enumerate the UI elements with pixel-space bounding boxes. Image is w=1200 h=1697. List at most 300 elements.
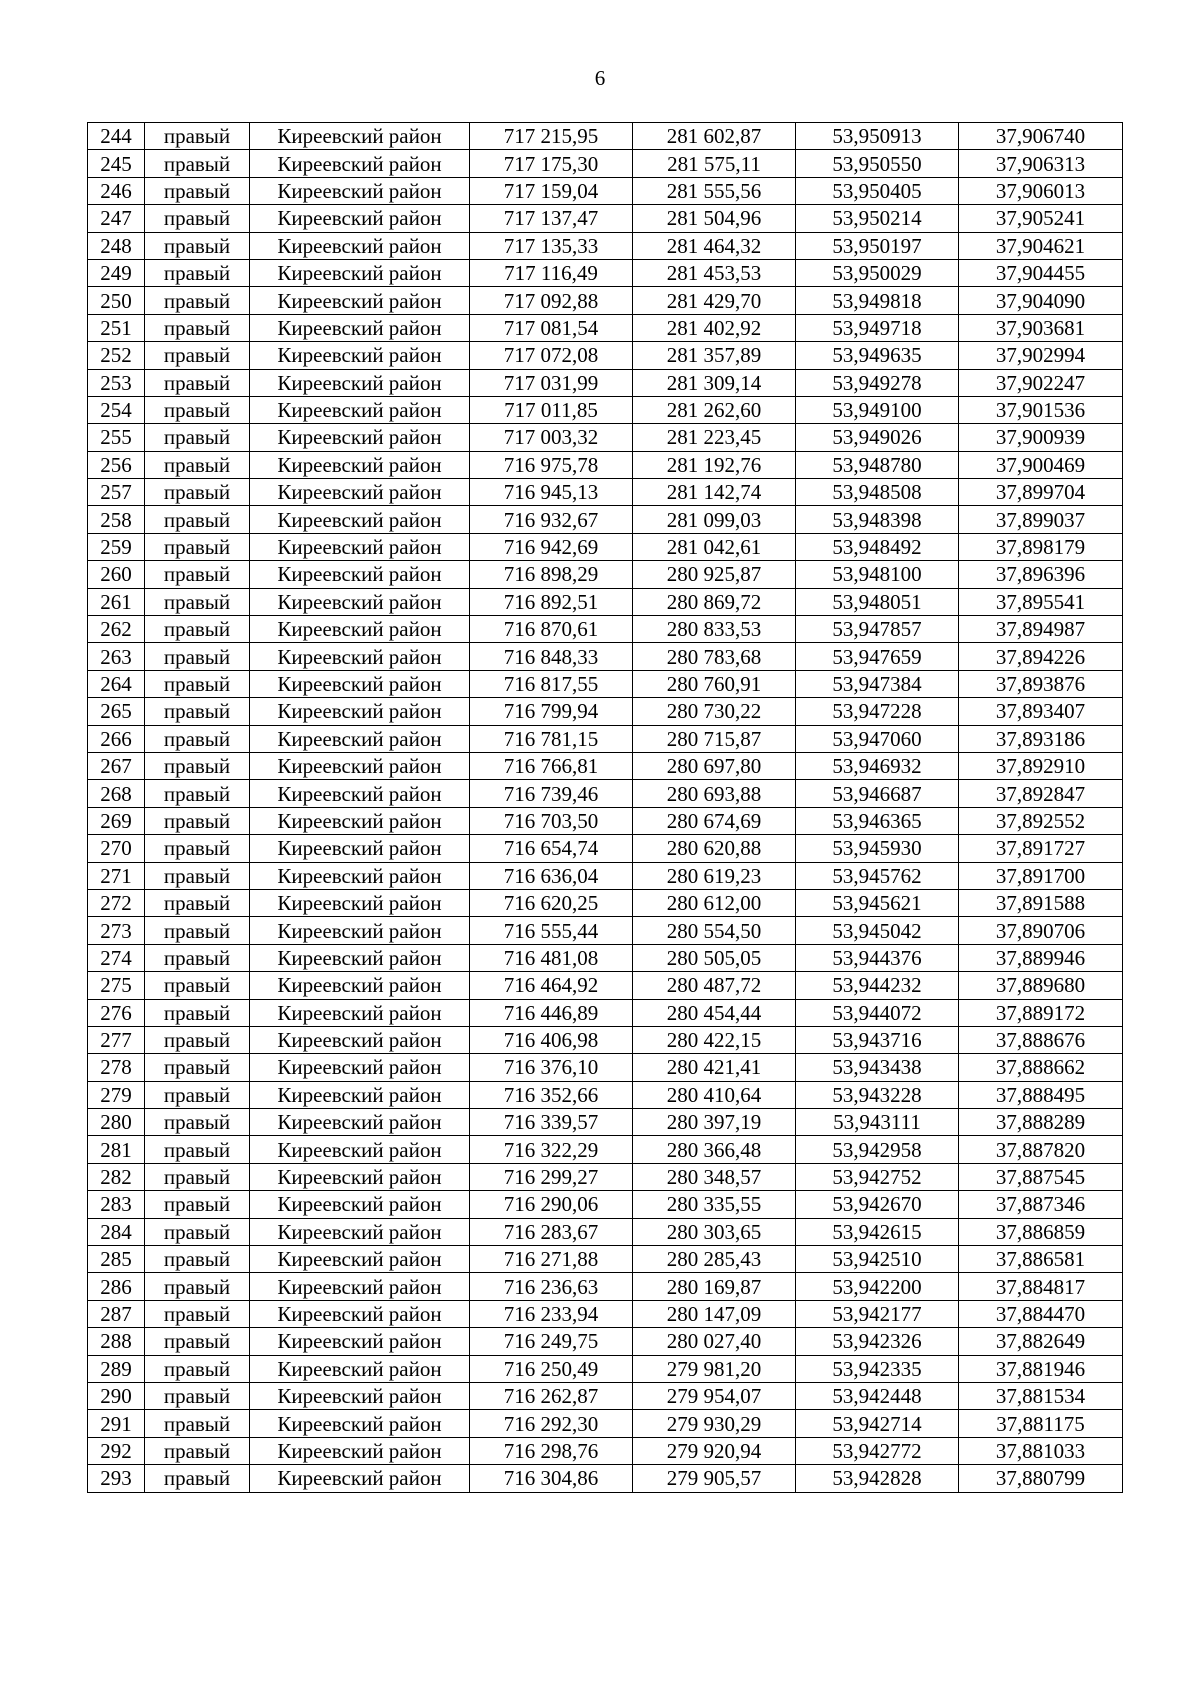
coordinate-y-cell: 279 954,07 [633,1382,796,1409]
longitude-cell: 37,902994 [959,342,1123,369]
point-number-cell: 290 [88,1382,145,1409]
bank-side-cell: правый [145,232,250,259]
coordinate-x-cell: 716 299,27 [470,1163,633,1190]
district-cell: Киреевский район [250,1191,470,1218]
latitude-cell: 53,946932 [796,752,959,779]
district-cell: Киреевский район [250,123,470,150]
district-cell: Киреевский район [250,780,470,807]
latitude-cell: 53,942958 [796,1136,959,1163]
table-row [88,1328,1123,1355]
latitude-cell: 53,943716 [796,1026,959,1053]
coordinate-y-cell: 281 555,56 [633,177,796,204]
bank-side-cell: правый [145,1328,250,1355]
point-number-cell: 271 [88,862,145,889]
table-row [88,1246,1123,1273]
coordinate-x-cell: 716 848,33 [470,643,633,670]
coordinate-y-cell: 280 730,22 [633,698,796,725]
longitude-cell: 37,888676 [959,1026,1123,1053]
longitude-cell: 37,893876 [959,670,1123,697]
bank-side-cell: правый [145,917,250,944]
table-row [88,1382,1123,1409]
table-row [88,533,1123,560]
latitude-cell: 53,942177 [796,1300,959,1327]
coordinate-y-cell: 281 504,96 [633,205,796,232]
table-row [88,232,1123,259]
longitude-cell: 37,905241 [959,205,1123,232]
district-cell: Киреевский район [250,616,470,643]
longitude-cell: 37,881033 [959,1437,1123,1464]
table-row [88,698,1123,725]
longitude-cell: 37,889680 [959,972,1123,999]
longitude-cell: 37,902247 [959,369,1123,396]
point-number-cell: 292 [88,1437,145,1464]
latitude-cell: 53,947228 [796,698,959,725]
district-cell: Киреевский район [250,205,470,232]
coordinate-y-cell: 280 505,05 [633,944,796,971]
bank-side-cell: правый [145,314,250,341]
point-number-cell: 248 [88,232,145,259]
bank-side-cell: правый [145,259,250,286]
bank-side-cell: правый [145,479,250,506]
point-number-cell: 276 [88,999,145,1026]
district-cell: Киреевский район [250,807,470,834]
longitude-cell: 37,892847 [959,780,1123,807]
longitude-cell: 37,889172 [959,999,1123,1026]
district-cell: Киреевский район [250,533,470,560]
point-number-cell: 260 [88,561,145,588]
latitude-cell: 53,947060 [796,725,959,752]
coordinate-y-cell: 281 042,61 [633,533,796,560]
table-row [88,917,1123,944]
coordinate-x-cell: 717 159,04 [470,177,633,204]
longitude-cell: 37,884817 [959,1273,1123,1300]
bank-side-cell: правый [145,506,250,533]
latitude-cell: 53,948398 [796,506,959,533]
coordinate-x-cell: 716 406,98 [470,1026,633,1053]
point-number-cell: 266 [88,725,145,752]
district-cell: Киреевский район [250,314,470,341]
table-row [88,123,1123,150]
point-number-cell: 273 [88,917,145,944]
bank-side-cell: правый [145,1081,250,1108]
longitude-cell: 37,900939 [959,424,1123,451]
longitude-cell: 37,896396 [959,561,1123,588]
point-number-cell: 270 [88,835,145,862]
coordinate-x-cell: 717 031,99 [470,369,633,396]
point-number-cell: 254 [88,396,145,423]
page-number: 6 [594,66,606,90]
bank-side-cell: правый [145,342,250,369]
point-number-cell: 269 [88,807,145,834]
coordinate-y-cell: 279 930,29 [633,1410,796,1437]
bank-side-cell: правый [145,561,250,588]
latitude-cell: 53,948051 [796,588,959,615]
district-cell: Киреевский район [250,944,470,971]
district-cell: Киреевский район [250,1410,470,1437]
point-number-cell: 285 [88,1246,145,1273]
latitude-cell: 53,949100 [796,396,959,423]
district-cell: Киреевский район [250,752,470,779]
district-cell: Киреевский район [250,342,470,369]
coordinate-y-cell: 280 619,23 [633,862,796,889]
table-row [88,944,1123,971]
coordinate-y-cell: 280 697,80 [633,752,796,779]
coordinate-x-cell: 716 262,87 [470,1382,633,1409]
district-cell: Киреевский район [250,287,470,314]
latitude-cell: 53,942200 [796,1273,959,1300]
coordinate-y-cell: 280 454,44 [633,999,796,1026]
longitude-cell: 37,890706 [959,917,1123,944]
coordinate-x-cell: 716 975,78 [470,451,633,478]
latitude-cell: 53,950550 [796,150,959,177]
bank-side-cell: правый [145,725,250,752]
coordinate-x-cell: 716 271,88 [470,1246,633,1273]
coordinate-x-cell: 716 620,25 [470,889,633,916]
coordinate-y-cell: 280 303,65 [633,1218,796,1245]
latitude-cell: 53,942326 [796,1328,959,1355]
point-number-cell: 261 [88,588,145,615]
point-number-cell: 272 [88,889,145,916]
coordinate-x-cell: 716 250,49 [470,1355,633,1382]
district-cell: Киреевский район [250,1163,470,1190]
point-number-cell: 265 [88,698,145,725]
table-row [88,972,1123,999]
point-number-cell: 291 [88,1410,145,1437]
longitude-cell: 37,899037 [959,506,1123,533]
table-row [88,1109,1123,1136]
longitude-cell: 37,904621 [959,232,1123,259]
table-row [88,479,1123,506]
coordinate-x-cell: 717 135,33 [470,232,633,259]
district-cell: Киреевский район [250,889,470,916]
longitude-cell: 37,881946 [959,1355,1123,1382]
latitude-cell: 53,945762 [796,862,959,889]
coordinate-x-cell: 716 304,86 [470,1465,633,1492]
district-cell: Киреевский район [250,1437,470,1464]
bank-side-cell: правый [145,1054,250,1081]
longitude-cell: 37,899704 [959,479,1123,506]
table-row [88,1465,1123,1492]
district-cell: Киреевский район [250,1300,470,1327]
bank-side-cell: правый [145,1437,250,1464]
table-row [88,807,1123,834]
bank-side-cell: правый [145,780,250,807]
longitude-cell: 37,893407 [959,698,1123,725]
latitude-cell: 53,942828 [796,1465,959,1492]
point-number-cell: 293 [88,1465,145,1492]
bank-side-cell: правый [145,752,250,779]
bank-side-cell: правый [145,1218,250,1245]
table-row [88,451,1123,478]
latitude-cell: 53,942448 [796,1382,959,1409]
coordinate-y-cell: 281 429,70 [633,287,796,314]
point-number-cell: 288 [88,1328,145,1355]
district-cell: Киреевский район [250,1273,470,1300]
point-number-cell: 244 [88,123,145,150]
latitude-cell: 53,949818 [796,287,959,314]
coordinate-x-cell: 716 481,08 [470,944,633,971]
coordinate-y-cell: 280 612,00 [633,889,796,916]
point-number-cell: 278 [88,1054,145,1081]
table-row [88,588,1123,615]
latitude-cell: 53,942714 [796,1410,959,1437]
bank-side-cell: правый [145,643,250,670]
district-cell: Киреевский район [250,259,470,286]
latitude-cell: 53,948492 [796,533,959,560]
coordinate-x-cell: 716 892,51 [470,588,633,615]
longitude-cell: 37,884470 [959,1300,1123,1327]
coordinate-x-cell: 716 298,76 [470,1437,633,1464]
coordinate-y-cell: 281 142,74 [633,479,796,506]
bank-side-cell: правый [145,1355,250,1382]
district-cell: Киреевский район [250,725,470,752]
coordinate-y-cell: 280 674,69 [633,807,796,834]
bank-side-cell: правый [145,1273,250,1300]
coordinate-x-cell: 716 233,94 [470,1300,633,1327]
coordinate-x-cell: 717 081,54 [470,314,633,341]
table-row [88,616,1123,643]
longitude-cell: 37,894987 [959,616,1123,643]
table-row [88,1410,1123,1437]
coordinate-x-cell: 717 137,47 [470,205,633,232]
coordinate-x-cell: 717 003,32 [470,424,633,451]
coordinate-y-cell: 280 366,48 [633,1136,796,1163]
latitude-cell: 53,945930 [796,835,959,862]
coordinate-x-cell: 716 739,46 [470,780,633,807]
latitude-cell: 53,946687 [796,780,959,807]
point-number-cell: 245 [88,150,145,177]
table-row [88,725,1123,752]
bank-side-cell: правый [145,1410,250,1437]
bank-side-cell: правый [145,1163,250,1190]
bank-side-cell: правый [145,396,250,423]
point-number-cell: 250 [88,287,145,314]
coordinate-y-cell: 280 760,91 [633,670,796,697]
bank-side-cell: правый [145,862,250,889]
point-number-cell: 246 [88,177,145,204]
bank-side-cell: правый [145,972,250,999]
latitude-cell: 53,949718 [796,314,959,341]
bank-side-cell: правый [145,369,250,396]
coordinate-y-cell: 281 402,92 [633,314,796,341]
point-number-cell: 289 [88,1355,145,1382]
point-number-cell: 274 [88,944,145,971]
district-cell: Киреевский район [250,999,470,1026]
latitude-cell: 53,942615 [796,1218,959,1245]
latitude-cell: 53,944376 [796,944,959,971]
bank-side-cell: правый [145,451,250,478]
coordinate-y-cell: 281 602,87 [633,123,796,150]
coordinate-x-cell: 716 290,06 [470,1191,633,1218]
coordinate-x-cell: 717 092,88 [470,287,633,314]
table-row [88,1355,1123,1382]
table-row [88,561,1123,588]
point-number-cell: 249 [88,259,145,286]
district-cell: Киреевский район [250,1218,470,1245]
district-cell: Киреевский район [250,1246,470,1273]
coordinate-x-cell: 716 654,74 [470,835,633,862]
longitude-cell: 37,892552 [959,807,1123,834]
longitude-cell: 37,887545 [959,1163,1123,1190]
district-cell: Киреевский район [250,1026,470,1053]
longitude-cell: 37,888289 [959,1109,1123,1136]
latitude-cell: 53,950029 [796,259,959,286]
district-cell: Киреевский район [250,643,470,670]
bank-side-cell: правый [145,123,250,150]
table-row [88,780,1123,807]
longitude-cell: 37,898179 [959,533,1123,560]
table-row [88,342,1123,369]
district-cell: Киреевский район [250,1382,470,1409]
district-cell: Киреевский район [250,1054,470,1081]
table-body [88,123,1123,1493]
latitude-cell: 53,943438 [796,1054,959,1081]
table-row [88,752,1123,779]
point-number-cell: 282 [88,1163,145,1190]
latitude-cell: 53,942510 [796,1246,959,1273]
table-row [88,150,1123,177]
latitude-cell: 53,949278 [796,369,959,396]
latitude-cell: 53,943228 [796,1081,959,1108]
district-cell: Киреевский район [250,479,470,506]
coordinate-x-cell: 717 116,49 [470,259,633,286]
table-row [88,643,1123,670]
longitude-cell: 37,895541 [959,588,1123,615]
coordinate-y-cell: 280 421,41 [633,1054,796,1081]
district-cell: Киреевский район [250,972,470,999]
bank-side-cell: правый [145,616,250,643]
coordinate-y-cell: 281 357,89 [633,342,796,369]
coordinate-x-cell: 716 236,63 [470,1273,633,1300]
latitude-cell: 53,950197 [796,232,959,259]
coordinate-x-cell: 716 555,44 [470,917,633,944]
longitude-cell: 37,891727 [959,835,1123,862]
coordinate-x-cell: 716 283,67 [470,1218,633,1245]
district-cell: Киреевский район [250,1355,470,1382]
coordinate-y-cell: 280 422,15 [633,1026,796,1053]
district-cell: Киреевский район [250,698,470,725]
point-number-cell: 264 [88,670,145,697]
bank-side-cell: правый [145,944,250,971]
coordinate-x-cell: 716 898,29 [470,561,633,588]
coordinate-x-cell: 716 870,61 [470,616,633,643]
district-cell: Киреевский район [250,424,470,451]
coordinate-x-cell: 716 781,15 [470,725,633,752]
latitude-cell: 53,947659 [796,643,959,670]
latitude-cell: 53,948508 [796,479,959,506]
table-row [88,314,1123,341]
longitude-cell: 37,901536 [959,396,1123,423]
table-row [88,1081,1123,1108]
district-cell: Киреевский район [250,506,470,533]
latitude-cell: 53,948100 [796,561,959,588]
longitude-cell: 37,887820 [959,1136,1123,1163]
coordinate-y-cell: 280 487,72 [633,972,796,999]
coordinate-y-cell: 281 453,53 [633,259,796,286]
district-cell: Киреевский район [250,917,470,944]
longitude-cell: 37,906313 [959,150,1123,177]
longitude-cell: 37,891588 [959,889,1123,916]
latitude-cell: 53,949635 [796,342,959,369]
district-cell: Киреевский район [250,369,470,396]
district-cell: Киреевский район [250,588,470,615]
bank-side-cell: правый [145,1109,250,1136]
coordinate-y-cell: 280 554,50 [633,917,796,944]
longitude-cell: 37,904090 [959,287,1123,314]
coordinate-x-cell: 716 636,04 [470,862,633,889]
coordinate-y-cell: 280 169,87 [633,1273,796,1300]
longitude-cell: 37,888495 [959,1081,1123,1108]
latitude-cell: 53,944072 [796,999,959,1026]
longitude-cell: 37,904455 [959,259,1123,286]
coordinate-x-cell: 716 292,30 [470,1410,633,1437]
longitude-cell: 37,892910 [959,752,1123,779]
coordinate-x-cell: 717 215,95 [470,123,633,150]
table-row [88,369,1123,396]
longitude-cell: 37,893186 [959,725,1123,752]
point-number-cell: 257 [88,479,145,506]
coordinate-y-cell: 280 783,68 [633,643,796,670]
longitude-cell: 37,881175 [959,1410,1123,1437]
bank-side-cell: правый [145,1246,250,1273]
point-number-cell: 284 [88,1218,145,1245]
district-cell: Киреевский район [250,1081,470,1108]
bank-side-cell: правый [145,835,250,862]
point-number-cell: 253 [88,369,145,396]
district-cell: Киреевский район [250,232,470,259]
point-number-cell: 263 [88,643,145,670]
latitude-cell: 53,942752 [796,1163,959,1190]
district-cell: Киреевский район [250,1465,470,1492]
table-row [88,396,1123,423]
latitude-cell: 53,949026 [796,424,959,451]
coordinate-x-cell: 716 817,55 [470,670,633,697]
bank-side-cell: правый [145,150,250,177]
bank-side-cell: правый [145,588,250,615]
longitude-cell: 37,882649 [959,1328,1123,1355]
table-row [88,287,1123,314]
table-row [88,177,1123,204]
point-number-cell: 256 [88,451,145,478]
latitude-cell: 53,950913 [796,123,959,150]
coordinate-x-cell: 717 072,08 [470,342,633,369]
coordinate-y-cell: 280 869,72 [633,588,796,615]
bank-side-cell: правый [145,287,250,314]
point-number-cell: 283 [88,1191,145,1218]
bank-side-cell: правый [145,1136,250,1163]
bank-side-cell: правый [145,1382,250,1409]
bank-side-cell: правый [145,889,250,916]
coordinate-y-cell: 280 335,55 [633,1191,796,1218]
coordinate-x-cell: 717 011,85 [470,396,633,423]
coordinate-y-cell: 279 920,94 [633,1437,796,1464]
table-row [88,835,1123,862]
coordinate-y-cell: 281 099,03 [633,506,796,533]
coordinate-y-cell: 281 309,14 [633,369,796,396]
latitude-cell: 53,950214 [796,205,959,232]
longitude-cell: 37,881534 [959,1382,1123,1409]
coordinate-y-cell: 281 575,11 [633,150,796,177]
latitude-cell: 53,942670 [796,1191,959,1218]
bank-side-cell: правый [145,424,250,451]
coordinate-y-cell: 281 262,60 [633,396,796,423]
longitude-cell: 37,886581 [959,1246,1123,1273]
table-row [88,1273,1123,1300]
longitude-cell: 37,906740 [959,123,1123,150]
longitude-cell: 37,889946 [959,944,1123,971]
longitude-cell: 37,906013 [959,177,1123,204]
point-number-cell: 255 [88,424,145,451]
